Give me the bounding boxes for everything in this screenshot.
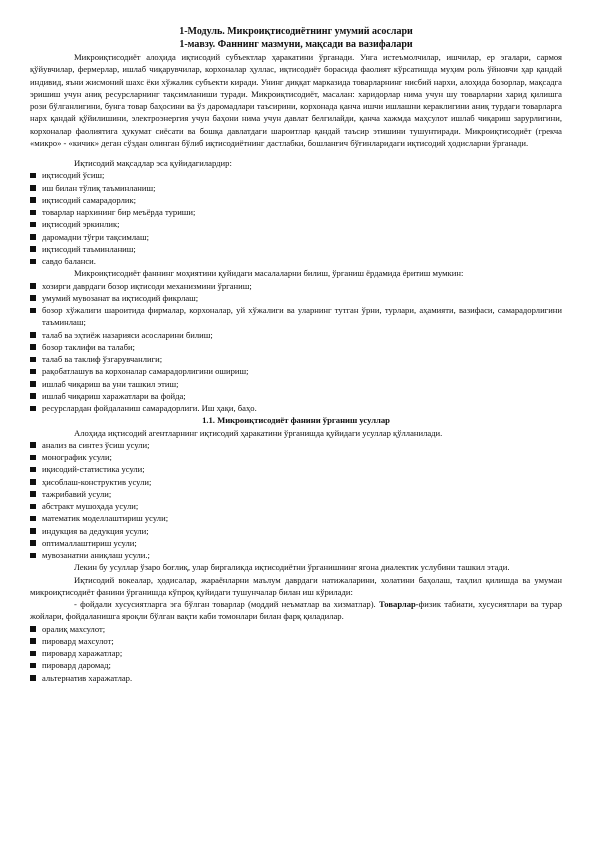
- list-item: хозирги даврдаги бозор иқтисоди механизмини ўрганиш;: [30, 280, 562, 292]
- module-title: 1-Модуль. Микроиқтисодиётнинг умумий асослари: [179, 26, 413, 37]
- list-item: ҳисоблаш-конструктив усули;: [30, 476, 562, 488]
- spacer: [30, 149, 562, 157]
- list-item: умумий мувозанат ва иқтисодий фикрлаш;: [30, 292, 562, 304]
- list-item: иқисодий-статистика усули;: [30, 463, 562, 475]
- study-intro: Микроиқтисодиёт фаннинг моҳиятини қуйидаги масалаларни билиш, ўрганиш ёрдамида ёритиш мумкин:: [74, 268, 464, 279]
- list-item: альтернатив харажатлар.: [30, 672, 562, 684]
- list-item: иқтисодий ўсиш;: [30, 169, 562, 181]
- list-item: ресурслардан фойдаланиш самарадорлиги. Иш ҳақи, баҳо.: [30, 402, 562, 414]
- list-item: ишлаб чиқариш ва уни ташкил этиш;: [30, 378, 562, 390]
- list-item: талаб ва таклиф ўзгарувчанлиги;: [30, 353, 562, 365]
- list-item: монографик усули;: [30, 451, 562, 463]
- list-item: тажрибавий усули;: [30, 488, 562, 500]
- list-item: иш билан тўлиқ таъминланиш;: [30, 182, 562, 194]
- topic-title: 1-мавзу. Фаннинг мазмуни, мақсади ва вазифалари: [179, 38, 413, 50]
- methods-intro: Алоҳида иқтисодий агентларнинг иқтисодий ҳаракатини ўрганишда қуйидаги усуллар қўлланилади.: [74, 427, 443, 438]
- list-item: мувозанатни аниқлаш усули.;: [30, 549, 562, 561]
- intro-paragraph: Микроиқтисодиёт алоҳида иқтисодий субъектлар ҳаракатини ўрганади. Унга истеъмолчилар, ишчилар, ер эгалари, сармоя қўйувчилар, фермерлар, ишлаб чиқарувчилар, корхоналар ҳуллас, иқтисодиёт борасида фаолият кўрсатишда муҳим роль ўйновчи ҳар қандай индивид, яъни жисмоний шахс ёки хўжалик субъекти киради. Унинг диққат марказида товарларнинг нисбий нархи, алоҳида бозорлар, мақсадга эришиш учун аниқ ресурсларнинг тақсимланиши туради. Микроиқтисодиёт, масалан: харидорлар нима учун шу товарларни харид қилишга рози бўлганлигини, бунга товар баҳосини ва ўз даромадлари таъсирини, корхонада қанча ишчи ишлашни кераклигини аниқ турдаги товарларга нарх қандай қўйилишини, электроэнергия учун баҳони нима учун давлат белгилайди, қанча хажмда маҳсулот ишлаб чиқариш зарурлигини, корхоналар фаолиятига ҳукумат сиёсати ва бошқа давлатдаги шароитлар қандай таъсир этишини тушунтиради. Микроиқтисодиёт (грекча «микро» - «кичик» деган сўздан олинган бўлиб иқтисодиётнинг дастлабки, бошланғич бўғинларидаги иқтисодий ҳодисларни ўрганади.: [30, 52, 562, 148]
- list-item: пировард махсулот;: [30, 635, 562, 647]
- goals-list: [30, 169, 562, 267]
- goals-intro: Иқтисодий мақсадлар эса қуйидагилардир:: [74, 158, 232, 168]
- methods-note: Лекин бу усуллар ўзаро боғлиқ, улар биргаликда иқтисодиётни ўрганишнинг ягона диалектик услубини ташкил этади.: [74, 562, 510, 573]
- study-list: [30, 280, 562, 415]
- list-item: рақобатлашув ва корхоналар самарадорлигини ошириш;: [30, 365, 562, 377]
- list-item: иқтисодий самарадорлик;: [30, 194, 562, 206]
- goods-tail: физик табиати, хусусиятлари ва турар жойлари, фойдаланишга яроқли бўлган вақти каби томонлари билан фарқ қиладилар.: [30, 599, 562, 622]
- list-item: пировард даромад;: [30, 659, 562, 671]
- list-item: бозор хўжалиги шароитида фирмалар, корхоналар, уй хўжалиги ва уларнинг тутган ўрни, турлари, аҳамияти, вазифаси, самарадорлигини таъминлаш;: [30, 304, 562, 329]
- list-item: абстракт мушоҳада усули;: [30, 500, 562, 512]
- list-item: бозор таклифи ва талаби;: [30, 341, 562, 353]
- list-item: ишлаб чиқариш харажатлари ва фойда;: [30, 390, 562, 402]
- list-item: иқтисодий эркинлик;: [30, 218, 562, 230]
- list-item: пировард харажатлар;: [30, 647, 562, 659]
- section-heading: 1.1. Микроиқтисодиёт фанини ўрганиш усуллар: [202, 415, 390, 426]
- concepts-list: [30, 623, 562, 684]
- list-item: анализ ва синтез ўсиш усули;: [30, 439, 562, 451]
- goods-bold-term: Товарлар-: [378, 599, 419, 609]
- list-item: даромадни тўғри тақсимлаш;: [30, 231, 562, 243]
- list-item: математик моделлаштириш усули;: [30, 512, 562, 524]
- list-item: оралиқ махсулот;: [30, 623, 562, 635]
- list-item: талаб ва эҳтиёж назарияси асосларини билиш;: [30, 329, 562, 341]
- list-item: иқтисодий таъминланиш;: [30, 243, 562, 255]
- goods-paragraph: [30, 598, 562, 623]
- goods-lead: - фойдали хусусиятларга эга бўлган товарлар (моддий неъматлар ва хизматлар).: [74, 599, 376, 609]
- list-item: индукция ва дедукция усули;: [30, 525, 562, 537]
- methods-list: [30, 439, 562, 562]
- list-item: товарлар нархининг бир меъёрда туриши;: [30, 206, 562, 218]
- list-item: савдо баланси.: [30, 255, 562, 267]
- list-item: оптималлаштириш усули;: [30, 537, 562, 549]
- events-paragraph: Иқтисодий вокеалар, ҳодисалар, жараёнларни маълум даврдаги натижаларини, холатини баҳолаш, таҳлил қилишда ва умуман микроиқтисодиёт фанини ўрганишда кўпроқ қуйидаги тушунчалар билан иш кўрилади:: [30, 574, 562, 597]
